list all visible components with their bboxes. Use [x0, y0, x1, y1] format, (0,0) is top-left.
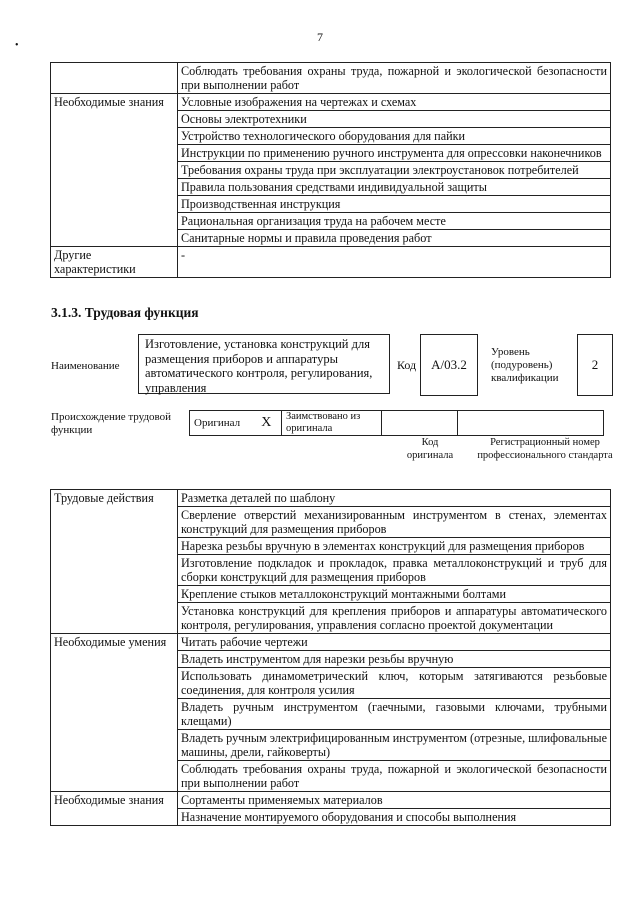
row-text: Соблюдать требования охраны труда, пожарной и экологической безопасности при выполнении работ: [178, 761, 611, 792]
table-row: [51, 792, 611, 809]
section-title: 3.1.3. Трудовая функция: [51, 305, 199, 320]
row-text: Использовать динамометрический ключ, которым затягиваются резьбовые соединения, для контроля усилия: [178, 668, 611, 699]
origin-code-cell: [382, 411, 458, 436]
row-label: [51, 63, 178, 94]
table-row: [51, 634, 611, 651]
row-text: Устройство технологического оборудования для пайки: [178, 128, 611, 145]
origin-borrowed: Заимствовано из оригинала: [282, 411, 382, 436]
level-label: Уровень (подуровень) квалификации: [491, 346, 559, 384]
table-row: [51, 63, 611, 94]
row-text: Крепление стыков металлоконструкций монтажными болтами: [178, 586, 611, 603]
labor-function-table: [50, 489, 611, 826]
row-label-actions: Трудовые действия: [51, 490, 178, 634]
level-value: 2: [577, 334, 613, 396]
row-label-knowledge: Необходимые знания: [51, 94, 178, 247]
origin-reg-cell: [458, 411, 604, 436]
row-text: Основы электротехники: [178, 111, 611, 128]
row-text: -: [178, 247, 611, 278]
row-text: Инструкции по применению ручного инструмента для опрессовки наконечников: [178, 145, 611, 162]
row-text: Производственная инструкция: [178, 196, 611, 213]
table-row: [51, 247, 611, 278]
row-text: Владеть инструментом для нарезки резьбы вручную: [178, 651, 611, 668]
row-text: Читать рабочие чертежи: [178, 634, 611, 651]
origin-table: [189, 410, 604, 436]
row-text: Нарезка резьбы вручную в элементах конструкций для размещения приборов: [178, 538, 611, 555]
row-label-knowledge: Необходимые знания: [51, 792, 178, 826]
table-row: [51, 94, 611, 111]
row-text: Изготовление подкладок и прокладок, правка металлоконструкций и труб для сборки конструкций для размещения приборов: [178, 555, 611, 586]
table-row: [51, 490, 611, 507]
row-text: Сортаменты применяемых материалов: [178, 792, 611, 809]
corner-mark: •: [15, 40, 19, 51]
row-text: Санитарные нормы и правила проведения работ: [178, 230, 611, 247]
row-text: Правила пользования средствами индивидуальной защиты: [178, 179, 611, 196]
origin-mark: X: [252, 411, 282, 436]
origin-code-caption: Код оригинала: [406, 437, 454, 461]
row-label-skills: Необходимые умения: [51, 634, 178, 792]
row-text: Соблюдать требования охраны труда, пожарной и экологической безопасности при выполнении работ: [178, 63, 611, 94]
code-value: A/03.2: [420, 334, 478, 396]
row-text: Назначение монтируемого оборудования и способы выполнения: [178, 809, 611, 826]
row-text: Владеть ручным инструментом (гаечными, газовыми ключами, трубными клещами): [178, 699, 611, 730]
page-number: 7: [317, 30, 323, 44]
row-text: Сверление отверстий механизированным инструментом в стенах, элементах конструкций для размещения приборов: [178, 507, 611, 538]
origin-reg-caption: Регистрационный номер профессионального стандарта: [477, 437, 613, 461]
row-text: Владеть ручным электрифицированным инструментом (отрезные, шлифовальные машины, дрели, гайковерты): [178, 730, 611, 761]
row-text: Разметка деталей по шаблону: [178, 490, 611, 507]
row-text: Требования охраны труда при эксплуатации электроустановок потребителей: [178, 162, 611, 179]
top-requirements-table: [50, 62, 611, 278]
code-label: Код: [397, 358, 417, 372]
row-text: Условные изображения на чертежах и схемах: [178, 94, 611, 111]
row-label-other: Другие характеристики: [51, 247, 178, 278]
name-value: Изготовление, установка конструкций для размещения приборов и аппаратуры автоматического контроля, регулирования, управления: [138, 334, 390, 394]
row-text: Рациональная организация труда на рабочем месте: [178, 213, 611, 230]
origin-original: Оригинал: [190, 411, 252, 436]
name-label: Наименование: [51, 360, 120, 372]
row-text: Установка конструкций для крепления приборов и аппаратуры автоматического контроля, регулирования, управления согласно проектой документации: [178, 603, 611, 634]
origin-label: Происхождение трудовой функции: [51, 411, 172, 436]
